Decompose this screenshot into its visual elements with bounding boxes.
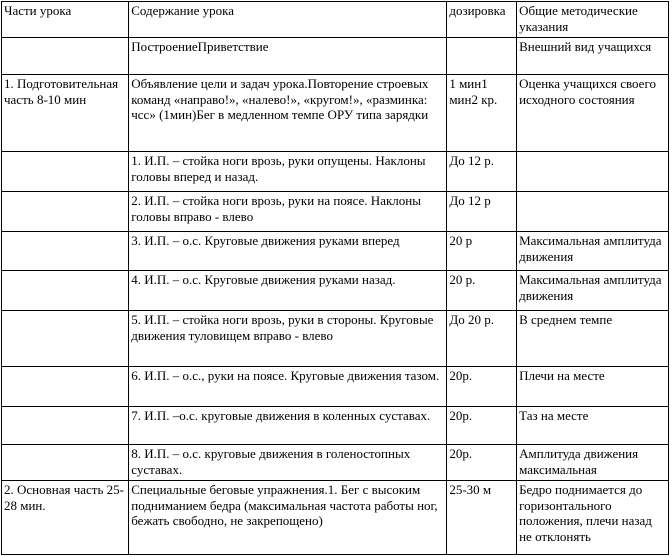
lesson-plan-table — [1, 1, 669, 555]
table-row — [2, 75, 669, 152]
notes-cell: Амплитуда движения максимальная — [517, 445, 669, 481]
content-cell: 4. И.П. – о.с. Круговые движения руками назад. — [129, 271, 447, 311]
notes-cell — [517, 152, 669, 192]
table-row — [2, 192, 669, 232]
dosage-cell: До 20 р. — [447, 311, 517, 367]
dosage-cell: 20р. — [447, 407, 517, 445]
dosage-cell: 25-30 м — [447, 481, 517, 555]
content-cell: 6. И.П. – о.с., руки на поясе. Круговые движения тазом. — [129, 367, 447, 407]
table-row — [2, 445, 669, 481]
notes-cell: Таз на месте — [517, 407, 669, 445]
dosage-cell: До 12 р. — [447, 152, 517, 192]
header-part: Части урока — [2, 2, 129, 38]
notes-cell — [517, 192, 669, 232]
content-cell: ПостроениеПриветствие — [129, 38, 447, 75]
dosage-cell: 20 р. — [447, 271, 517, 311]
dosage-cell: 20р. — [447, 367, 517, 407]
part-cell — [2, 367, 129, 407]
part-cell — [2, 445, 129, 481]
header-content: Содержание урока — [129, 2, 447, 38]
header-notes: Общие методические указания — [517, 2, 669, 38]
content-cell: 5. И.П. – стойка ноги врозь, руки в стороны. Круговые движения туловищем вправо - влево — [129, 311, 447, 367]
notes-cell: Оценка учащихся своего исходного состояния — [517, 75, 669, 152]
dosage-cell: 20 р — [447, 232, 517, 271]
notes-cell: Максимальная амплитуда движения — [517, 232, 669, 271]
notes-cell: В среднем темпе — [517, 311, 669, 367]
table-row — [2, 311, 669, 367]
part-cell — [2, 271, 129, 311]
content-cell: 3. И.П. – о.с. Круговые движения руками вперед — [129, 232, 447, 271]
part-cell — [2, 311, 129, 367]
dosage-cell: 20р. — [447, 445, 517, 481]
dosage-cell: До 12 р — [447, 192, 517, 232]
content-cell: 7. И.П. –о.с. круговые движения в коленных суставах. — [129, 407, 447, 445]
header-row — [2, 2, 669, 38]
header-dosage: дозировка — [447, 2, 517, 38]
part-cell — [2, 232, 129, 271]
content-cell: 2. И.П. – стойка ноги врозь, руки на поясе. Наклоны головы вправо - влево — [129, 192, 447, 232]
content-cell: Специальные беговые упражнения.1. Бег с высоким подниманием бедра (максимальная частота работы ног, бежать свободно, не закрепощено) — [129, 481, 447, 555]
part-cell — [2, 152, 129, 192]
notes-cell: Плечи на месте — [517, 367, 669, 407]
part-cell — [2, 407, 129, 445]
dosage-cell: 1 мин1 мин2 кр. — [447, 75, 517, 152]
table-row — [2, 38, 669, 75]
part-cell — [2, 38, 129, 75]
notes-cell: Максимальная амплитуда движения — [517, 271, 669, 311]
part-cell — [2, 192, 129, 232]
part-cell: 1. Подготовительная часть 8-10 мин — [2, 75, 129, 152]
dosage-cell — [447, 38, 517, 75]
content-cell: 8. И.П. – о.с. круговые движения в голеностопных суставах. — [129, 445, 447, 481]
part-cell: 2. Основная часть 25-28 мин. — [2, 481, 129, 555]
notes-cell: Бедро поднимается до горизонтального положения, плечи назад не отклонять — [517, 481, 669, 555]
table-row — [2, 271, 669, 311]
table-row — [2, 481, 669, 555]
table-row — [2, 152, 669, 192]
table-row — [2, 407, 669, 445]
table-row — [2, 232, 669, 271]
content-cell: Объявление цели и задач урока.Повторение строевых команд «направо!», «налево!», «кругом!», «разминка: чсс» (1мин)Бег в медленном темпе ОРУ типа зарядки — [129, 75, 447, 152]
content-cell: 1. И.П. – стойка ноги врозь, руки опущены. Наклоны головы вперед и назад. — [129, 152, 447, 192]
notes-cell: Внешний вид учащихся — [517, 38, 669, 75]
table-row — [2, 367, 669, 407]
